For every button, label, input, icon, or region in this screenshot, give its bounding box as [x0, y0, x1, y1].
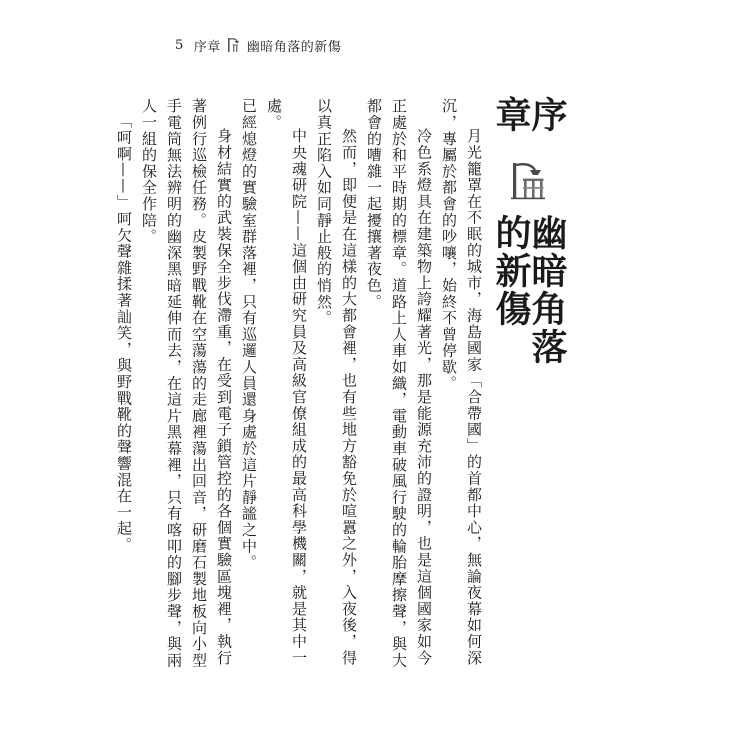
body-text: [115, 98, 486, 678]
paragraph: 月光籠罩在不眠的城市，海島國家「合帶國」的首都中心，無論夜幕如何深沉，專屬於都會的吵嚷，始終不曾停歇。: [440, 98, 483, 666]
paragraph: 然而，即便是在這樣的大都會裡，也有些地方豁免於喧囂之外，入夜後，得以真正陷入如同靜止般的悄然。: [315, 98, 358, 666]
lamp-post-icon: [510, 160, 548, 200]
page-number: 5: [175, 37, 184, 53]
paragraph: 冷色系燈具在建築物上誇耀著光，那是能源充沛的證明，也是這個國家如今正處於和平時期的標章。道路上人車如織，電動車破風行駛的輪胎摩擦聲，與大都會的嘈雜一起擾攘著夜色。: [365, 98, 433, 669]
chapter-title: 幽暗角落的新傷: [490, 214, 568, 366]
lamp-post-icon: [227, 37, 241, 53]
running-head: [175, 36, 341, 54]
running-head-chapter-title: 幽暗角落的新傷: [246, 39, 342, 55]
paragraph: 中央魂研院——這個由研究員及高級官僚組成的最高科學機關，就是其中一處。: [265, 98, 308, 666]
paragraph: 「呵啊——」呵欠聲雜揉著訕笑，與野戰靴的聲響混在一起。: [115, 113, 133, 554]
chapter-heading: [490, 96, 568, 396]
chapter-label: 序章: [490, 96, 568, 134]
running-head-chapter-label: 序章: [193, 39, 221, 55]
paragraph: 已經熄燈的實驗室群落裡，只有巡邏人員還身處於這片靜謐之中。: [240, 98, 258, 571]
paragraph: 身材結實的武裝保全步伐滯重，在受到電子鎖管控的各個實驗區塊裡，執行著例行巡檢任務。皮製野戰靴在空蕩蕩的走廊裡蕩出回音，研磨石製地板向小型手電筒無法辨明的幽深黑暗延伸而去，在這片黑幕裡，只有喀叩的腳步聲，與兩人一組的保全作陪。: [140, 98, 233, 669]
